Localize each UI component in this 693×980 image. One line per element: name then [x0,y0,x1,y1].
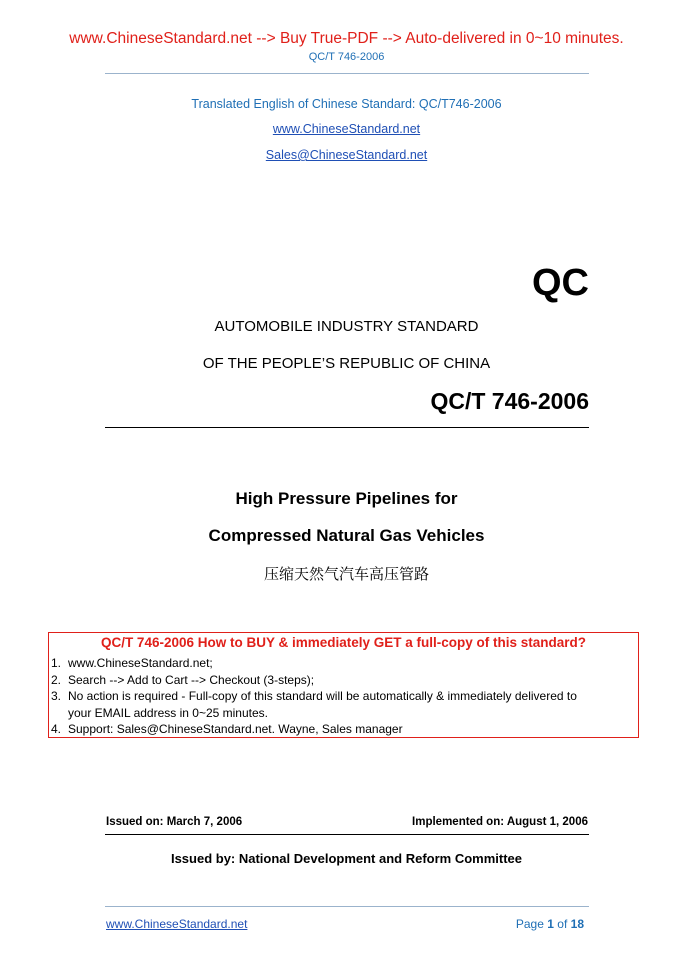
standard-prefix: QC [532,262,589,304]
step-number: 3. [51,689,62,703]
buy-steps-list [51,655,577,738]
translated-note: Translated English of Chinese Standard: QC/T746-2006 [191,97,502,111]
buy-step-3-continued: your EMAIL address in 0~25 minutes. [68,705,268,720]
page-total: 18 [570,917,584,931]
step-text: www.ChineseStandard.net; [68,656,213,670]
step-number: 1. [51,656,62,670]
step-text: No action is required - Full-copy of this standard will be automatically & immediately delivered to [68,689,577,703]
email-link[interactable]: Sales@ChineseStandard.net [265,148,428,162]
email-line [0,148,693,162]
standard-number: QC/T 746-2006 [430,388,589,414]
title-divider [105,427,589,428]
issued-by: Issued by: National Development and Reform Committee [170,851,523,866]
step-text: Support: Sales@ChineseStandard.net. Wayne, Sales manager [68,722,403,736]
page-of: of [557,917,568,931]
page-label: Page [515,917,544,931]
title-line-2: Compressed Natural Gas Vehicles [208,526,485,545]
step-number: 2. [51,672,62,687]
website-link[interactable]: www.ChineseStandard.net [272,122,421,136]
page-number [516,917,584,931]
buy-step-2 [51,672,577,689]
step-text: Search --> Add to Cart --> Checkout (3-steps); [68,672,315,687]
step-number: 4. [51,722,62,736]
header-divider [105,73,589,74]
footer-website-link[interactable]: www.ChineseStandard.net [106,917,248,931]
title-line-1: High Pressure Pipelines for [235,489,458,508]
buy-box-heading: QC/T 746-2006 How to BUY & immediately GET a full-copy of this standard? [100,635,587,650]
website-line [0,122,693,136]
industry-line-2: OF THE PEOPLE’S REPUBLIC OF CHINA [202,355,491,372]
buy-step-1 [51,655,577,672]
buy-step-3 [51,688,577,705]
issued-on-date: Issued on: March 7, 2006 [106,816,243,828]
header-standard-code: QC/T 746-2006 [308,51,385,63]
industry-line-1: AUTOMOBILE INDUSTRY STANDARD [214,318,479,335]
footer-divider [105,906,589,907]
buy-step-4 [51,721,577,738]
page-current: 1 [547,917,554,931]
title-chinese: 压缩天然气汽车高压管路 [263,565,429,583]
buy-info-box [48,632,639,738]
dates-divider [105,834,589,835]
implemented-on-date: Implemented on: August 1, 2006 [412,816,588,828]
top-banner: www.ChineseStandard.net --> Buy True-PDF --> Auto-delivered in 0~10 minutes. [69,30,624,47]
